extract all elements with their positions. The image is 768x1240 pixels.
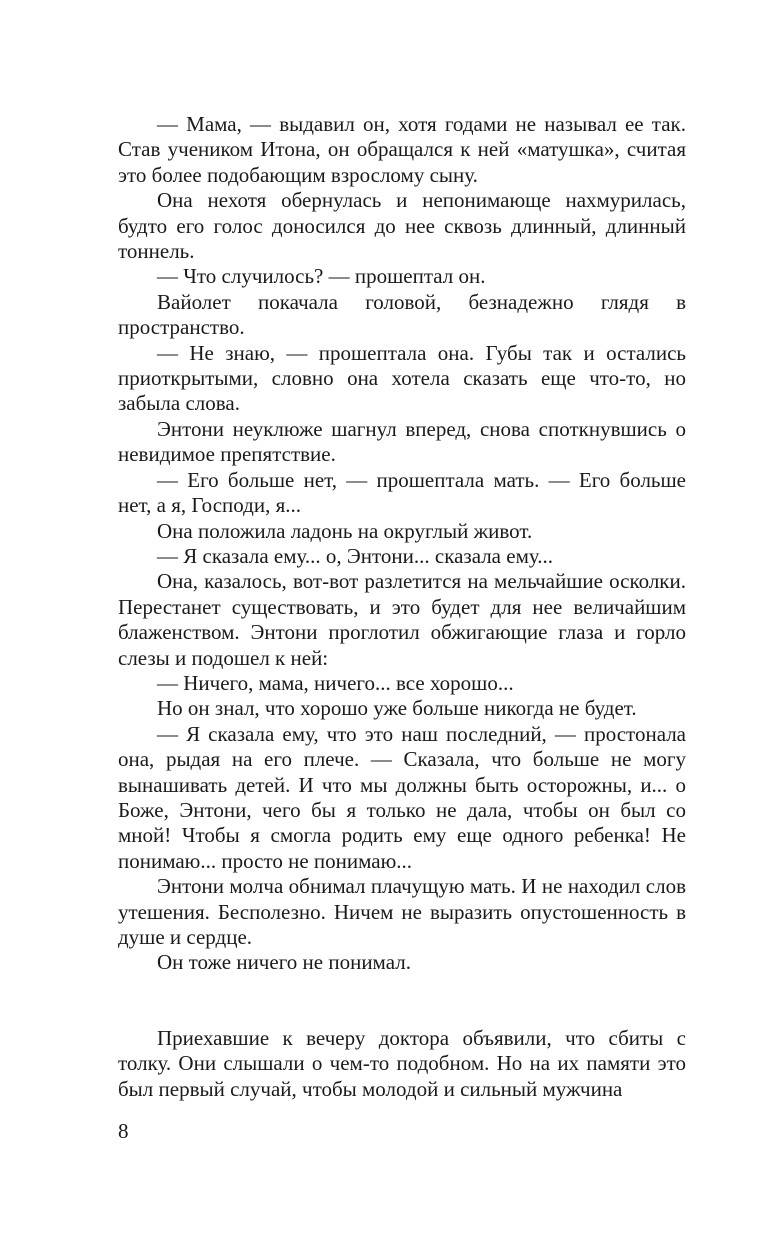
page-text [118,112,686,1102]
paragraph: Вайолет покачала головой, безнадежно глядя в пространство. [118,289,686,340]
section-break [118,976,686,1026]
paragraph: — Что случилось? — прошептал он. [157,264,486,289]
paragraph: — Не знаю, — прошептала она. Губы так и остались приоткрытыми, словно она хотела сказать еще что-то, но забыла слова. [118,340,686,416]
paragraph: Она положила ладонь на округлый живот. [157,518,533,543]
paragraph: — Ничего, мама, ничего... все хорошо... [157,670,514,695]
paragraph: Приехавшие к вечеру доктора объявили, что сбиты с толку. Они слышали о чем-то подобном. Но на их памяти это был первый случай, чтобы молодой и сильный мужчина [118,1025,686,1101]
paragraph: Но он знал, что хорошо уже больше никогда не будет. [157,696,637,721]
paragraph: Она, казалось, вот-вот разлетится на мельчайшие осколки. Перестанет существовать, и это будет для нее величайшим блаженством. Энтони проглотил обжигающие глаза и горло слезы и подошел к ней: [118,569,686,670]
paragraph: — Его больше нет, — прошептала мать. — Его больше нет, а я, Господи, я... [118,467,686,518]
page-number: 8 [118,1119,129,1143]
paragraph: — Я сказала ему, что это наш последний, — простонала она, рыдая на его плече. — Сказала, что больше не могу вынашивать детей. И что мы должны быть осторожны, и... о Боже, Энтони, чего бы я только не дала, чтобы он был со мной! Чтобы я смогла родить ему еще одного ребенка! Не понимаю... просто не понимаю... [118,721,686,873]
paragraph: — Я сказала ему... о, Энтони... сказала ему... [157,543,554,568]
paragraph: Она нехотя обернулась и непонимающе нахмурилась, будто его голос доносился до нее сквозь длинный, длинный тоннель. [118,188,686,264]
paragraph: Энтони неуклюже шагнул вперед, снова споткнувшись о невидимое препятствие. [118,416,686,467]
paragraph: — Мама, — выдавил он, хотя годами не называл ее так. Став учеником Итона, он обращался к ней «матушка», считая это более подобающим взрослому сыну. [118,112,686,187]
paragraph: Энтони молча обнимал плачущую мать. И не находил слов утешения. Бесполезно. Ничем не выразить опустошенность в душе и сердце. [118,874,686,949]
paragraph: Он тоже ничего не понимал. [157,950,411,975]
